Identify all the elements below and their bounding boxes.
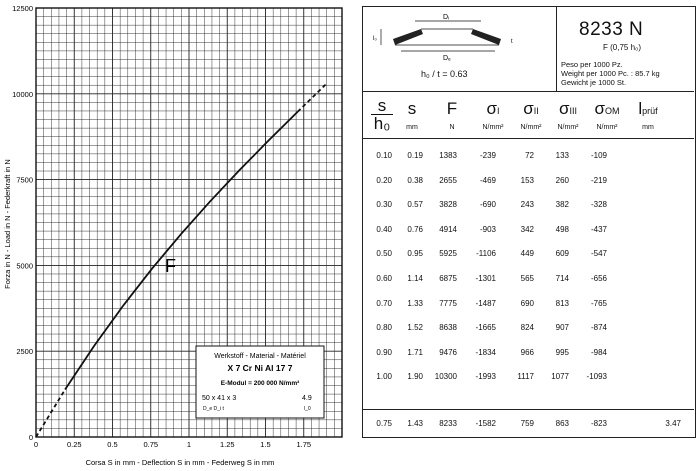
header-unit: N/mm² xyxy=(520,124,542,131)
table-cell: 714 xyxy=(555,274,569,283)
series-line-dashed xyxy=(298,84,327,112)
table-cell: 0.40 xyxy=(376,224,392,234)
header-sub: I xyxy=(496,106,500,116)
x-tick-label: 1.75 xyxy=(296,440,312,449)
x-tick-label: 1.5 xyxy=(260,440,271,449)
table-cell: 8638 xyxy=(439,323,457,333)
table-cell: 9476 xyxy=(439,347,457,357)
header-symbol: F xyxy=(446,99,458,118)
table-cell: 498 xyxy=(555,224,569,234)
table-cell: 1.00 xyxy=(376,372,392,382)
table-cell: -328 xyxy=(590,200,607,210)
table-cell: 0.90 xyxy=(376,347,392,357)
table-cell: 260 xyxy=(555,175,569,185)
table-row xyxy=(363,245,694,265)
column-header xyxy=(435,99,469,131)
header-symbol: σ xyxy=(486,99,497,118)
material-h-label: l_0 xyxy=(304,406,311,412)
material-box xyxy=(196,346,324,418)
table-cell: -1487 xyxy=(475,298,496,308)
table-cell: -656 xyxy=(590,274,607,283)
table-cell: 382 xyxy=(555,200,569,210)
table-cell: 565 xyxy=(520,274,534,283)
table-row xyxy=(363,368,694,388)
table-row xyxy=(363,172,694,192)
column-header xyxy=(513,99,549,131)
curve-label: F xyxy=(165,256,176,276)
table-cell: 342 xyxy=(520,224,534,234)
disc-spring-diagram xyxy=(363,7,556,67)
header-symbol: σ xyxy=(523,99,534,118)
table-cell: -109 xyxy=(590,151,607,160)
table-cell: 133 xyxy=(555,151,569,160)
table-row xyxy=(363,344,694,364)
ratio-header xyxy=(371,97,393,132)
y-axis-label: Forza in N - Load in N - Federkraft in N xyxy=(3,159,12,289)
table-cell: 907 xyxy=(555,323,569,333)
table-cell: 0.70 xyxy=(376,298,392,308)
series-line-dashed xyxy=(36,390,65,437)
header-sub: prüf xyxy=(642,106,658,116)
x-tick-label: 0.5 xyxy=(107,440,118,449)
table-cell: 1.14 xyxy=(407,274,423,283)
table-cell: 4914 xyxy=(439,224,457,234)
table-cell: 1077 xyxy=(551,372,569,382)
table-cell: 813 xyxy=(555,298,569,308)
table-cell: 0.60 xyxy=(376,274,392,283)
y-tick-label: 5000 xyxy=(16,261,33,271)
table-cell: 0.50 xyxy=(376,249,392,259)
table-cell: 1.52 xyxy=(407,323,423,333)
table-cell: 1117 xyxy=(517,372,534,382)
table-cell: 966 xyxy=(520,347,534,357)
header-unit: N xyxy=(449,124,455,131)
table-cell: -239 xyxy=(479,151,496,160)
x-tick-label: 1.25 xyxy=(219,440,235,449)
table-cell: -1093 xyxy=(586,372,607,382)
table-cell: -690 xyxy=(479,200,496,210)
ratio-header-num: s xyxy=(371,97,393,115)
ratio-header-den: h₀ xyxy=(373,114,391,133)
header-unit: mm xyxy=(642,124,654,131)
x-tick-label: 1 xyxy=(186,440,192,449)
column-header xyxy=(551,99,585,131)
y-tick-label: 0 xyxy=(28,433,33,442)
thickness-ratio: h₀ / t = 0.63 xyxy=(421,69,468,79)
table-cell: -1665 xyxy=(475,323,496,333)
column-header xyxy=(585,99,629,131)
diagram-t: t xyxy=(511,39,513,45)
table-row xyxy=(363,196,694,216)
spec-panel xyxy=(362,6,696,438)
x-axis-label: Corsa S in mm - Deflection S in mm - Federweg S in mm xyxy=(85,458,275,467)
header-symbol: l xyxy=(638,99,643,118)
table-cell: -823 xyxy=(590,419,607,428)
table-cell: 1383 xyxy=(439,151,457,160)
table-cell: -903 xyxy=(479,224,496,234)
table-row xyxy=(363,147,694,167)
load-reference: F (0,75 h₀) xyxy=(603,43,641,52)
table-cell: 0.38 xyxy=(407,175,423,185)
table-cell: -874 xyxy=(590,323,607,333)
header-sub: II xyxy=(533,106,539,116)
table-cell: 243 xyxy=(520,200,534,210)
table-cell: 0.75 xyxy=(376,419,392,428)
weight-line: Peso per 1000 Pz. xyxy=(561,60,623,69)
part-number: 8233 N xyxy=(579,19,644,40)
table-cell: 609 xyxy=(555,249,569,259)
header-symbol: σ xyxy=(558,99,570,118)
column-header xyxy=(397,99,427,131)
spring-schematic xyxy=(363,7,557,91)
header-symbol: s xyxy=(407,99,417,118)
table-row xyxy=(363,319,694,339)
table-cell: 995 xyxy=(555,347,569,357)
table-cell: 0.19 xyxy=(407,151,423,160)
spec-header xyxy=(363,7,694,92)
table-cell: -984 xyxy=(590,347,607,357)
table-cell: 0.57 xyxy=(407,200,423,210)
table-cell: 0.95 xyxy=(407,249,423,259)
column-header xyxy=(631,99,665,131)
table-cell: -437 xyxy=(590,224,607,234)
summary-row xyxy=(363,415,694,435)
y-tick-label: 12500 xyxy=(12,4,33,13)
material-h-value: 4.9 xyxy=(302,395,312,402)
header-unit: N/mm² xyxy=(482,124,504,131)
weight-info xyxy=(561,60,660,87)
table-row xyxy=(363,221,694,241)
table-cell: 2655 xyxy=(439,175,457,185)
table-cell: 759 xyxy=(520,419,534,428)
table-cell: -1993 xyxy=(475,372,496,382)
y-tick-label: 7500 xyxy=(16,175,33,185)
header-unit: N/mm² xyxy=(596,124,618,131)
summary-separator xyxy=(363,409,694,410)
table-cell: 0.20 xyxy=(376,175,392,185)
table-cell: 5925 xyxy=(439,249,457,259)
material-name: X 7 Cr Ni Al 17 7 xyxy=(227,363,293,373)
material-dim-labels: D_e D_i t xyxy=(203,406,224,412)
header-sub: III xyxy=(569,106,577,116)
table-cell: 824 xyxy=(520,323,534,333)
diagram-lo: l₀ xyxy=(373,36,377,42)
table-cell: 153 xyxy=(520,175,534,185)
table-cell: 8233 xyxy=(439,419,457,428)
weight-line: Weight per 1000 Pc. : 85.7 kg xyxy=(561,69,660,78)
table-cell: -765 xyxy=(590,298,607,308)
header-unit: mm xyxy=(406,124,418,131)
table-cell: 1.33 xyxy=(407,298,423,308)
x-tick-label: 0.75 xyxy=(143,440,159,449)
material-dims: 50 x 41 x 3 xyxy=(202,395,237,402)
diagram-de: Dₑ xyxy=(443,55,451,62)
table-cell: 10300 xyxy=(434,372,457,382)
y-tick-label: 2500 xyxy=(16,347,33,357)
table-cell: 72 xyxy=(525,151,534,160)
table-cell: 690 xyxy=(520,298,534,308)
table-cell: -1301 xyxy=(475,274,496,283)
table-cell: -1582 xyxy=(475,419,496,428)
y-tick-label: 10000 xyxy=(12,89,33,99)
material-modulus: E-Modul = 200 000 N/mm² xyxy=(220,380,300,387)
column-header xyxy=(473,99,513,131)
table-cell: 0.80 xyxy=(376,323,392,333)
table-cell: -1106 xyxy=(476,249,496,259)
table-cell: 0.10 xyxy=(376,151,392,160)
header-symbol: σ xyxy=(594,99,605,118)
table-cell: -547 xyxy=(590,249,607,259)
table-cell: 0.30 xyxy=(376,200,392,210)
table-cell: 863 xyxy=(555,419,569,428)
header-unit: N/mm² xyxy=(557,124,579,131)
table-cell: -219 xyxy=(590,175,607,185)
table-cell: 1.43 xyxy=(407,419,423,428)
table-cell: 0.76 xyxy=(407,224,423,234)
table-cell: 3.47 xyxy=(665,419,681,428)
table-cell: 1.71 xyxy=(407,347,423,357)
table-cell: -1834 xyxy=(475,347,496,357)
material-title: Werkstoff - Material - Matériel xyxy=(214,353,306,360)
table-row xyxy=(363,295,694,315)
table-cell: 449 xyxy=(520,249,534,259)
table-cell: 3828 xyxy=(439,200,457,210)
weight-line: Gewicht je 1000 St. xyxy=(561,78,627,87)
diagram-di: Dᵢ xyxy=(443,14,450,21)
table-header xyxy=(363,91,694,139)
table-row xyxy=(363,270,694,290)
table-cell: 7775 xyxy=(439,298,457,308)
x-tick-label: 0 xyxy=(33,440,39,449)
table-cell: 1.90 xyxy=(407,372,423,382)
header-sub: OM xyxy=(605,106,620,116)
table-cell: 6875 xyxy=(439,274,457,283)
x-tick-label: 0.25 xyxy=(66,440,82,449)
table-cell: -469 xyxy=(479,175,496,185)
